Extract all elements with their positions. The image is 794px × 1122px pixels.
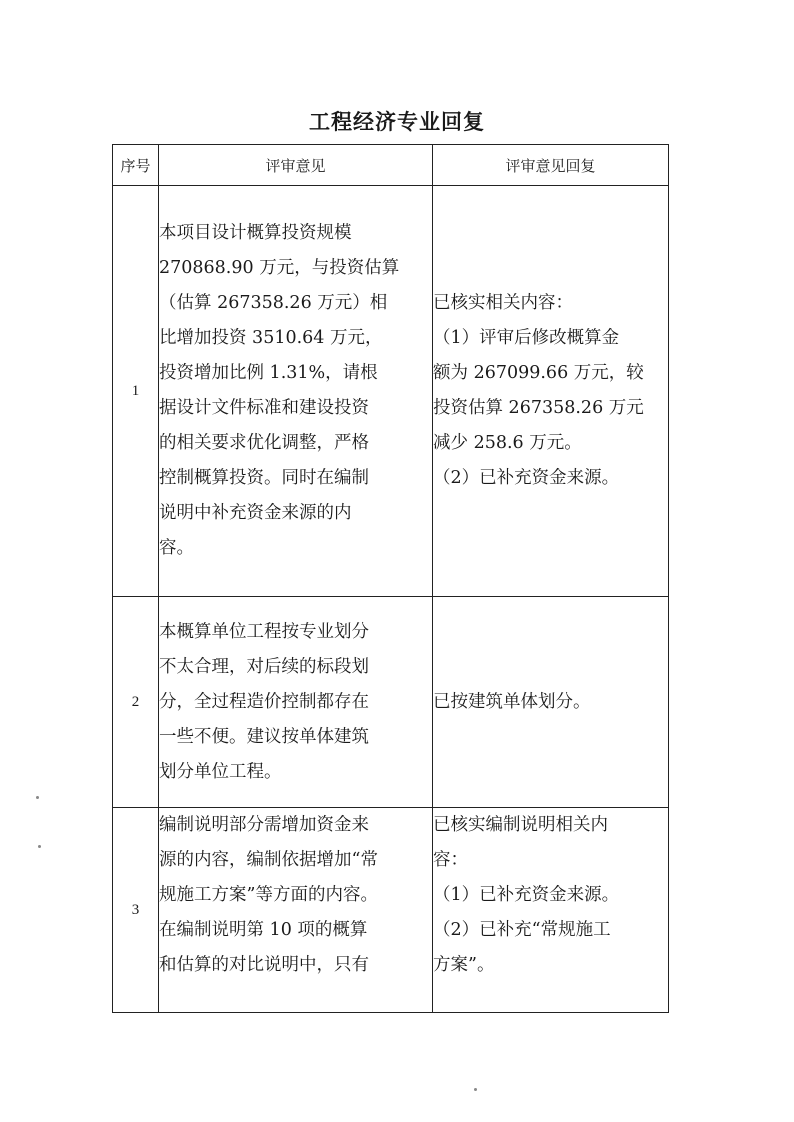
reply-line: 减少 258.6 万元。 [433, 433, 582, 453]
review-reply-cell [433, 808, 669, 1013]
opinion-line: 比增加投资 3510.64 万元， [159, 328, 383, 348]
header-opinion: 评审意见 [159, 145, 433, 186]
opinion-line: 本概算单位工程按专业划分 [159, 621, 369, 642]
opinion-line: 投资增加比例 1.31%，请根 [159, 363, 378, 383]
reply-line: 已按建筑单体划分。 [433, 691, 591, 712]
opinion-line: 规施工方案”等方面的内容。 [159, 885, 378, 905]
opinion-line: 在编制说明第 10 项的概算 [159, 920, 368, 940]
row-number: 1 [113, 186, 159, 597]
opinion-line: 编制说明部分需增加资金来 [159, 815, 369, 835]
reply-line: （1）已补充资金来源。 [433, 885, 620, 905]
review-opinion-cell [159, 186, 433, 597]
opinion-line: 一些不便。建议按单体建筑 [159, 726, 369, 747]
opinion-line: 源的内容，编制依据增加“常 [159, 850, 378, 870]
reply-line: （2）已补充资金来源。 [433, 468, 620, 488]
opinion-line: 控制概算投资。同时在编制 [159, 468, 369, 488]
scan-speck [38, 845, 41, 848]
reply-line: 方案”。 [433, 955, 495, 975]
review-opinion-cell [159, 597, 433, 808]
opinion-line: 分，全过程造价控制都存在 [159, 691, 369, 712]
reply-line: 投资估算 267358.26 万元 [433, 398, 644, 418]
reply-line: 容： [433, 850, 468, 870]
opinion-line: 划分单位工程。 [159, 761, 282, 782]
opinion-line: 和估算的对比说明中，只有 [159, 955, 369, 975]
scan-speck [474, 1088, 477, 1091]
opinion-line: 的相关要求优化调整，严格 [159, 433, 369, 453]
table-row [113, 808, 669, 1013]
opinion-line: 不太合理，对后续的标段划 [159, 656, 369, 677]
reply-line: 额为 267099.66 万元，较 [433, 363, 644, 383]
opinion-line: 据设计文件标准和建设投资 [159, 398, 369, 418]
opinion-line: 说明中补充资金来源的内 [159, 503, 352, 523]
header-num: 序号 [113, 145, 159, 186]
table-row [113, 186, 669, 597]
row-number: 2 [113, 597, 159, 808]
reply-line: 已核实相关内容： [433, 293, 573, 313]
opinion-line: 本项目设计概算投资规模 [159, 223, 352, 243]
opinion-line: 270868.90 万元，与投资估算 [159, 258, 400, 278]
opinion-line: 容。 [159, 538, 194, 558]
review-table [112, 144, 669, 1013]
review-reply-cell [433, 597, 669, 808]
table-row [113, 597, 669, 808]
table-header-row [113, 145, 669, 186]
reply-line: （2）已补充“常规施工 [433, 920, 611, 940]
review-reply-cell [433, 186, 669, 597]
page-title: 工程经济专业回复 [309, 109, 485, 134]
reply-line: 已核实编制说明相关内 [433, 815, 608, 835]
reply-line: （1）评审后修改概算金 [433, 328, 620, 348]
opinion-line: （估算 267358.26 万元）相 [159, 293, 388, 313]
row-number: 3 [113, 808, 159, 1013]
scan-speck [36, 796, 39, 799]
review-opinion-cell [159, 808, 433, 1013]
header-reply: 评审意见回复 [433, 145, 669, 186]
